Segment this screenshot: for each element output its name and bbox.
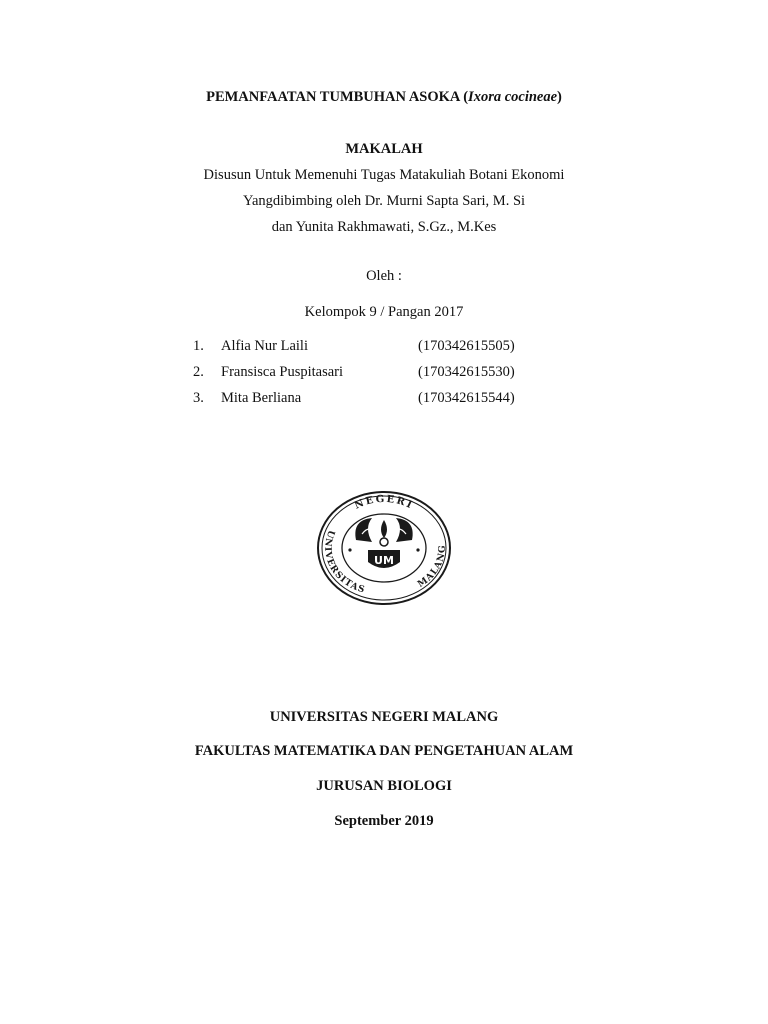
svg-text:UNIVERSITAS: UNIVERSITAS [322,528,367,596]
svg-text:UM: UM [374,554,394,567]
member-number: 2. [193,364,204,380]
svg-text:MALANG: MALANG [416,544,448,590]
member-nim: (170342615505) [418,338,515,354]
member-nim: (170342615530) [418,364,515,380]
member-row [193,337,553,363]
document-type: MAKALAH [345,141,423,157]
member-name: Alfia Nur Laili [221,338,308,354]
member-list [193,337,553,415]
department-name: JURUSAN BIOLOGI [316,778,452,794]
member-row [193,389,553,415]
member-name: Mita Berliana [221,390,302,406]
co-supervisor-line: dan Yunita Rakhmawati, S.Gz., M.Kes [271,219,497,235]
faculty-name: FAKULTAS MATEMATIKA DAN PENGETAHUAN ALAM [194,743,574,759]
paper-title-species: Ixora cocineae [468,89,558,105]
member-name: Fransisca Puspitasari [221,364,344,380]
member-number: 3. [193,390,204,406]
university-seal-icon [316,490,452,606]
university-name: UNIVERSITAS NEGERI MALANG [269,709,499,725]
by-label: Oleh : [366,268,402,284]
paper-title-suffix: ) [557,89,562,105]
member-number: 1. [193,338,204,354]
member-nim: (170342615544) [418,390,515,406]
date-label: September 2019 [334,813,434,829]
paper-title [0,88,768,106]
paper-title-prefix: PEMANFAATAN TUMBUHAN ASOKA ( [206,89,469,105]
group-label: Kelompok 9 / Pangan 2017 [304,304,464,320]
purpose-line-1: Disusun Untuk Memenuhi Tugas Matakuliah Botani Ekonomi [203,167,565,183]
member-row [193,363,553,389]
svg-text:NEGERI: NEGERI [352,493,416,512]
supervisor-line: Yangdibimbing oleh Dr. Murni Sapta Sari, M. Si [242,193,526,209]
